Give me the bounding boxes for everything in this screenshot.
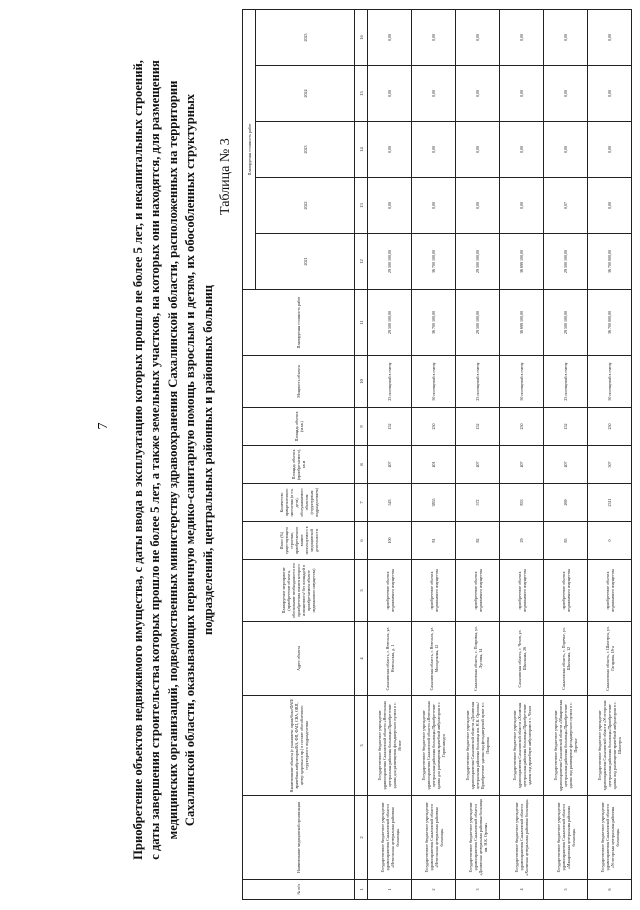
- col-number: 15: [355, 66, 368, 122]
- col-header: Наименование объекта (с указанием: гараж/бокс/ФАП/врачебная амбулатория/ВА, ФП, ФАП, СВА, ОВП, центр здоровья и пр.) в составе обособленного структурного подразделения: [243, 696, 355, 796]
- col-header: Площадь объекта (приобретаемого), кв.м: [243, 446, 355, 484]
- cell-wear: 81: [412, 522, 456, 560]
- cell-wear: 100: [368, 522, 412, 560]
- cell-area-new: 507: [588, 446, 632, 484]
- cell-2022: 0,07: [544, 178, 588, 234]
- cell-org: Государственное бюджетное учреждение здравоохранения Сахалинской области «Углегорская центральная районная больница»: [588, 796, 632, 880]
- col-number: 12: [355, 234, 368, 290]
- cell-measure: приобретение объекта недвижимого имущества: [368, 560, 412, 622]
- col-number: 14: [355, 122, 368, 178]
- cell-capacity: 50 посещений в смену: [588, 356, 632, 408]
- cell-num: 5: [544, 880, 588, 900]
- col-header: Наименование медицинской организации: [243, 796, 355, 880]
- table-row: [412, 9, 456, 899]
- cell-2021: 36 700 000,00: [588, 234, 632, 290]
- cell-area-new: 407: [500, 446, 544, 484]
- cell-2025: 0,00: [588, 9, 632, 65]
- cell-cost: 36 699 100,00: [500, 290, 544, 356]
- cell-org: Государственное бюджетное учреждение здравоохранения Сахалинской области «Невельская центральная районная больница»: [412, 796, 456, 880]
- cell-2023: 0,00: [544, 122, 588, 178]
- cell-2024: 0,00: [588, 66, 632, 122]
- cell-area: 250: [588, 408, 632, 446]
- col-number: 10: [355, 356, 368, 408]
- cell-2021: 29 500 100,00: [456, 234, 500, 290]
- cell-2025: 0,00: [500, 9, 544, 65]
- cell-area: 250: [412, 408, 456, 446]
- cell-capacity: 25 посещений в смену: [368, 356, 412, 408]
- cell-population: 543: [368, 484, 412, 522]
- col-number: 6: [355, 522, 368, 560]
- cell-2024: 0,00: [544, 66, 588, 122]
- year-header: 2024: [256, 66, 355, 122]
- cell-population: 2311: [588, 484, 632, 522]
- cell-num: 6: [588, 880, 632, 900]
- cell-area: 250: [500, 408, 544, 446]
- col-header: Адрес объекта: [243, 622, 355, 696]
- cell-2023: 0,00: [500, 122, 544, 178]
- table-row: [544, 9, 588, 899]
- cell-2024: 0,00: [412, 66, 456, 122]
- cell-address: Сахалинская область, с. Покровка, ул. Луговая, 14: [456, 622, 500, 696]
- cell-object: Государственное бюджетное учреждение здравоохранения Сахалинской области «Невельская центральная районная больница»/Приобретение здания для размещения врачебной амбулатории в с. Горнозаводск: [412, 696, 456, 796]
- table-row: [588, 9, 632, 899]
- cell-cost: 29 500 100,00: [368, 290, 412, 356]
- year-header: 2022: [256, 178, 355, 234]
- cell-num: 4: [500, 880, 544, 900]
- cell-2022: 0,00: [456, 178, 500, 234]
- cell-2025: 0,00: [544, 9, 588, 65]
- cell-org: Государственное бюджетное учреждение здравоохранения Сахалинской области «Макаровская центральная районная больница»: [544, 796, 588, 880]
- cell-2021: 36 700 100,00: [412, 234, 456, 290]
- cell-2022: 0,00: [500, 178, 544, 234]
- col-number: 1: [355, 880, 368, 900]
- cell-2021: 29 500 100,00: [368, 234, 412, 290]
- cell-wear: 0: [588, 522, 632, 560]
- cell-address: Сахалинская область, г. Невельск, ул. Невельская, д. 1: [368, 622, 412, 696]
- col-number: 11: [355, 290, 368, 356]
- cell-cost: 36 700 100,00: [412, 290, 456, 356]
- cell-2023: 0,00: [588, 122, 632, 178]
- cell-population: 3855: [412, 484, 456, 522]
- year-header: 2021: [256, 234, 355, 290]
- table-row: [368, 9, 412, 899]
- objects-table: [242, 9, 632, 900]
- col-header: № п/п: [243, 880, 355, 900]
- cell-cost: 36 700 000,00: [588, 290, 632, 356]
- cell-2025: 0,00: [456, 9, 500, 65]
- cell-cost: 29 500 100,00: [544, 290, 588, 356]
- cell-wear: 82: [456, 522, 500, 560]
- cell-org: Государственное бюджетное учреждение здравоохранения Сахалинской области «Холмская центральная районная больница»: [500, 796, 544, 880]
- page-number: 7: [96, 422, 111, 430]
- cell-2024: 0,00: [368, 66, 412, 122]
- cell-measure: приобретение объекта недвижимого имущества: [588, 560, 632, 622]
- cell-2022: 0,00: [368, 178, 412, 234]
- year-header: 2023: [256, 122, 355, 178]
- col-number: 13: [355, 178, 368, 234]
- col-number: 7: [355, 484, 368, 522]
- cell-object: Государственное бюджетное учреждение здравоохранения Сахалинской области «Холмская центральная районная больница»/Приобретение здания под врачебную амбулаторию в с. Чехов: [500, 696, 544, 796]
- cell-capacity: 50 посещений в смену: [412, 356, 456, 408]
- cell-population: 833: [500, 484, 544, 522]
- cell-wear: 29: [500, 522, 544, 560]
- cell-2022: 0,00: [588, 178, 632, 234]
- col-header: Износ (%) существующего строения, приобретаемого взамен используемого в медицинской деятельности: [243, 522, 355, 560]
- table-row: [456, 9, 500, 899]
- cell-area-new: 407: [368, 446, 412, 484]
- cell-measure: приобретение объекта недвижимого имущества: [412, 560, 456, 622]
- cell-area: 152: [368, 408, 412, 446]
- col-number: 16: [355, 9, 368, 65]
- cell-area: 152: [544, 408, 588, 446]
- year-header: 2025: [256, 9, 355, 65]
- cell-population: 269: [544, 484, 588, 522]
- table-row: [500, 9, 544, 899]
- cell-2025: 0,00: [412, 9, 456, 65]
- cell-address: Сахалинская область, г. Чехов, ул. Школьная, 26: [500, 622, 544, 696]
- cell-2025: 0,00: [368, 9, 412, 65]
- cell-2023: 0,00: [456, 122, 500, 178]
- cell-area-new: 407: [456, 446, 500, 484]
- col-header: Планируемая стоимость работ: [243, 290, 355, 356]
- cell-object: Государственное бюджетное учреждение здравоохранения Сахалинской области «Долинская центральная районная больница им. Н.К. Орлова»/Приобретение здания под фельдшерский пункт в с. Покровка: [456, 696, 500, 796]
- cell-num: 3: [456, 880, 500, 900]
- cell-2021: 29 500 100,00: [544, 234, 588, 290]
- cell-measure: приобретение объекта недвижимого имущества: [456, 560, 500, 622]
- col-number: 3: [355, 696, 368, 796]
- cell-capacity: 50 посещений в смену: [500, 356, 544, 408]
- cell-measure: приобретение объекта недвижимого имущества: [544, 560, 588, 622]
- document-title: Приобретение объектов недвижимого имущества, с даты ввода в эксплуатацию которых прошло не более 5 лет, и некапитальных строений, с даты завершения строительства которых прошло не более 5 лет, а также земельных участков, на которых они находятся, для размещения медицинских организаций, подведомственных министерству здравоохранения Сахалинской области, расположенных на территории Сахалинской области, оказывающих первичную медико-санитарную помощь взрослым и детям, их обособленных структурных подразделений, центральных районных и районных больниц: [131, 60, 215, 860]
- col-number: 8: [355, 446, 368, 484]
- cell-object: Государственное бюджетное учреждение здравоохранения Сахалинской области «Углегорская центральная районная больница»/Приобретение здания под размещение врачебной амбулатории в с. Шахтерск: [588, 696, 632, 796]
- cell-address: Сахалинская область, с. Поречье, ул. Школьная, 12: [544, 622, 588, 696]
- cell-num: 1: [368, 880, 412, 900]
- cell-num: 2: [412, 880, 456, 900]
- cell-measure: приобретение объекта недвижимого имущества: [500, 560, 544, 622]
- col-number: 2: [355, 796, 368, 880]
- cell-object: Государственное бюджетное учреждение здравоохранения Сахалинской области «Макаровская центральная районная больница»/Приобретение здания под размещение фельдшерского пункта в с. Поречье: [544, 696, 588, 796]
- cell-org: Государственное бюджетное учреждение здравоохранения Сахалинской области «Долинская центральная районная больница им. Н.К. Орлова»: [456, 796, 500, 880]
- cell-cost: 29 500 100,00: [456, 290, 500, 356]
- cell-capacity: 25 посещений в смену: [456, 356, 500, 408]
- cell-2023: 0,00: [412, 122, 456, 178]
- cell-address: Сахалинская область, г. Невельск, ул. Молодежная, 12: [412, 622, 456, 696]
- cell-area-new: 401: [412, 446, 456, 484]
- col-number: 4: [355, 622, 368, 696]
- table-header-row: [243, 9, 256, 899]
- cell-2024: 0,00: [456, 66, 500, 122]
- cell-address: Сахалинская область, г. Шахтерск, ул. Гагарина, 18-а: [588, 622, 632, 696]
- cell-object: Государственное бюджетное учреждение здравоохранения Сахалинской области «Невельская центральная районная больница»/Приобретение здания для размещения фельдшерского пункта в с. Ясное: [368, 696, 412, 796]
- table-label: Таблица № 3: [218, 138, 233, 215]
- cell-area: 152: [456, 408, 500, 446]
- col-header: Площадь объекта (м.кв.): [243, 408, 355, 446]
- cell-2023: 0,00: [368, 122, 412, 178]
- col-header: Количество прикрепленного населения (в т.ч. дети), обслуживаемого объектом (структурным подразделением): [243, 484, 355, 522]
- cell-2021: 36 699 100,00: [500, 234, 544, 290]
- cell-capacity: 25 посещений в смену: [544, 356, 588, 408]
- col-number: 5: [355, 560, 368, 622]
- cell-2022: 0,00: [412, 178, 456, 234]
- col-header: Мощность объекта: [243, 356, 355, 408]
- column-numbers-row: [355, 9, 368, 899]
- col-number: 9: [355, 408, 368, 446]
- cell-org: Государственное бюджетное учреждение здравоохранения Сахалинской области «Невельская центральная районная больница»: [368, 796, 412, 880]
- cell-wear: 85: [544, 522, 588, 560]
- cell-area-new: 407: [544, 446, 588, 484]
- group-header-cost-by-year: Планируемая стоимость работ: [243, 9, 256, 289]
- col-header: Планируемое мероприятие (приобретение объекта, обоснование необходимости его приобретения взамен которого изношенного/ без площадей в приобретаемом объекте недвижимого имущества): [243, 560, 355, 622]
- cell-population: 572: [456, 484, 500, 522]
- cell-2024: 0,00: [500, 66, 544, 122]
